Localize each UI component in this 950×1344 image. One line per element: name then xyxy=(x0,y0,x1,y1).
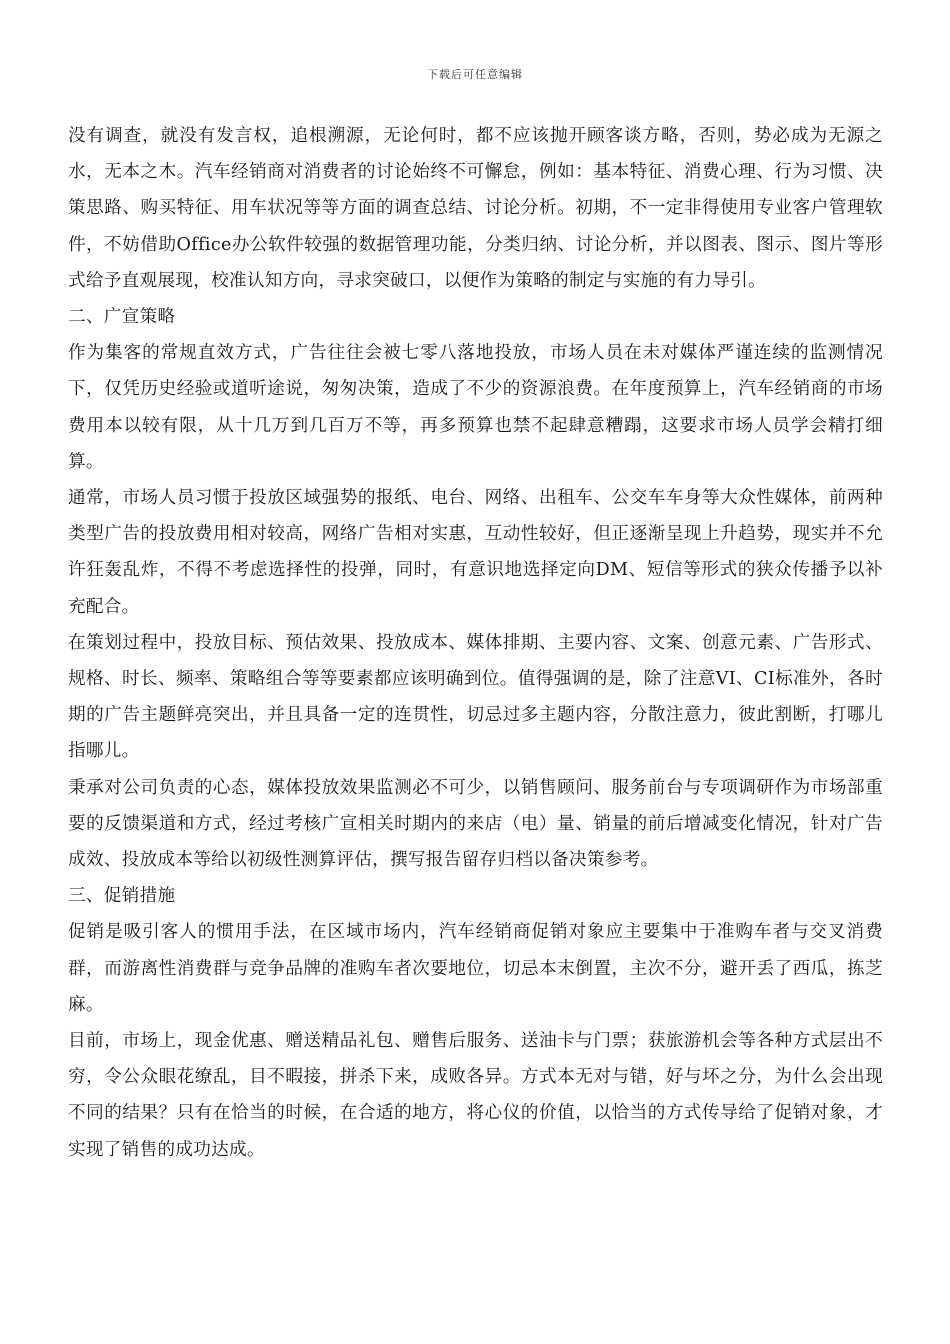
paragraph-advertising-2: 通常，市场人员习惯于投放区域强势的报纸、电台、网络、出租车、公交车车身等大众性媒体，前两种类型广告的投放费用相对较高，网络广告相对实惠，互动性较好，但正逐渐呈现上升趋势，现实并不允许狂轰乱炸，不得不考虑选择性的投弹，同时，有意识地选择定向DM、短信等形式的狭众传播予以补充配合。 xyxy=(68,488,883,617)
paragraph-advertising-3: 在策划过程中，投放目标、预估效果、投放成本、媒体排期、主要内容、文案、创意元素、广告形式、规格、时长、频率、策略组合等等要素都应该明确到位。值得强调的是，除了注意VI、CI标准外，各时期的广告主题鲜亮突出，并且具备一定的连贯性，切忌过多主题内容，分散注意力，彼此割断，打哪儿指哪儿。 xyxy=(68,632,883,762)
body-text xyxy=(68,118,883,1168)
paragraph-promotion-1: 促销是吸引客人的惯用手法，在区域市场内，汽车经销商促销对象应主要集中于准购车者与交叉消费群，而游离性消费群与竞争品牌的准购车者次要地位，切忌本末倒置，主次不分，避开丢了西瓜，拣芝麻。 xyxy=(68,922,883,1015)
section-heading-promotion: 三、促销措施 xyxy=(68,886,176,907)
paragraph-advertising-4: 秉承对公司负责的心态，媒体投放效果监测必不可少，以销售顾问、服务前台与专项调研作为市场部重要的反馈渠道和方式，经过考核广宣相关时期内的来店（电）量、销量的前后增减变化情况，针对广告成效、投放成本等给以初级性测算评估，撰写报告留存归档以备决策参考。 xyxy=(68,777,883,871)
paragraph-intro: 没有调查，就没有发言权，追根溯源，无论何时，都不应该抛开顾客谈方略，否则，势必成为无源之水，无本之木。汽车经销商对消费者的讨论始终不可懈怠，例如：基本特征、消费心理、行为习惯、决策思路、购买特征、用车状况等等方面的调查总结、讨论分析。初期，不一定非得使用专业客户管理软件，不妨借助Office办公软件较强的数据管理功能，分类归纳、讨论分析，并以图表、图示、图片等形式给予直观展现，校准认知方向，寻求突破口，以便作为策略的制定与实施的有力导引。 xyxy=(68,126,883,291)
header-note: 下载后可任意编辑 xyxy=(427,68,523,81)
paragraph-promotion-2: 目前，市场上，现金优惠、赠送精品礼包、赠售后服务、送油卡与门票；获旅游机会等各种方式层出不穷，令公众眼花缭乱，目不暇接，拼杀下来，成败各异。方式本无对与错，好与坏之分，为什么会出现不同的结果？只有在恰当的时候，在合适的地方，将心仪的价值，以恰当的方式传导给了促销对象，才实现了销售的成功达成。 xyxy=(68,1031,883,1160)
section-heading-advertising: 二、广宣策略 xyxy=(68,307,176,328)
paragraph-advertising-1: 作为集客的常规直效方式，广告往往会被七零八落地投放，市场人员在未对媒体严谨连续的监测情况下，仅凭历史经验或道听途说，匆匆决策，造成了不少的资源浪费。在年度预算上，汽车经销商的市场费用本以较有限，从十几万到几百万不等，再多预算也禁不起肆意糟蹋，这要求市场人员学会精打细算。 xyxy=(68,343,883,472)
